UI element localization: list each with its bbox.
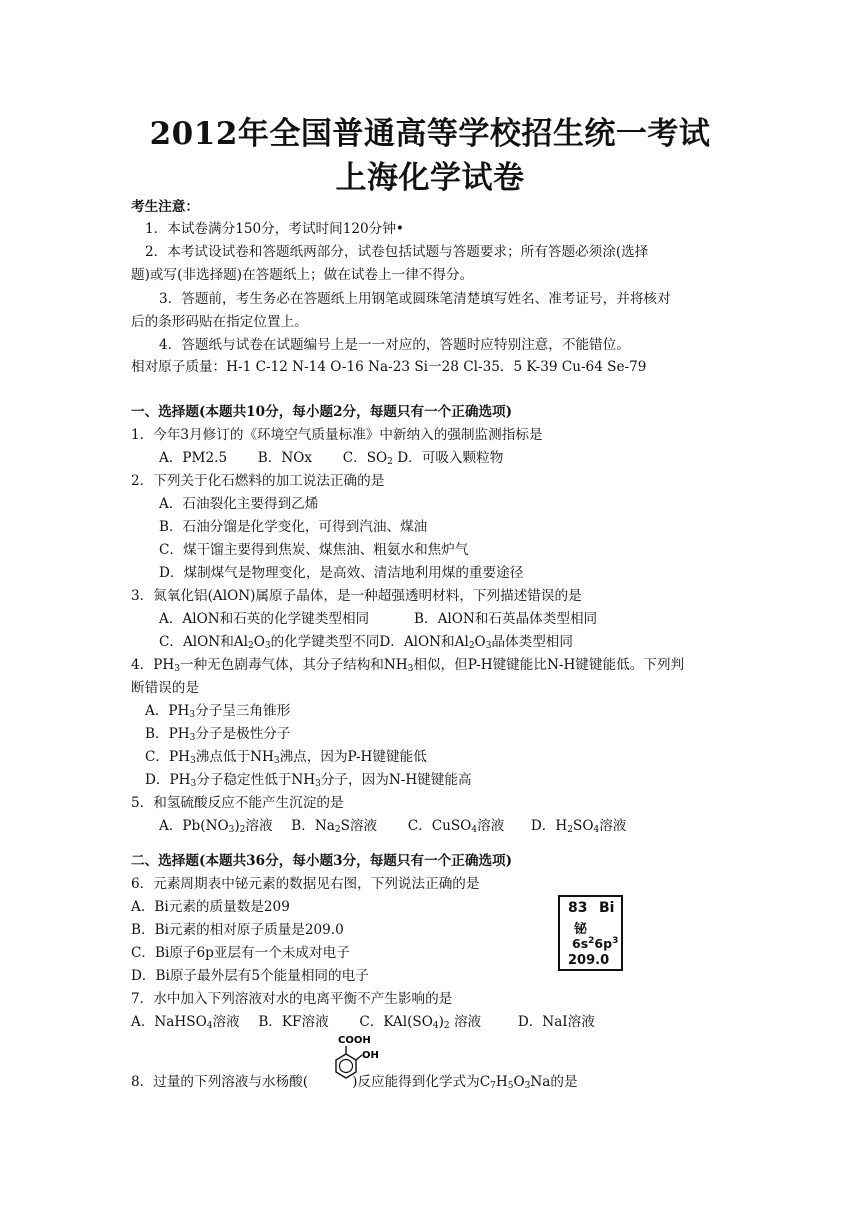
- q4-option-d: D．$PH_3$分子稳定性低于$NH_3$分子，因为N-H键键能高: [145, 772, 472, 789]
- notice-item-3-cont: 后的条形码贴在指定位置上。: [131, 314, 308, 330]
- q5-option-c: C．CuSO$_4$溶液: [407, 818, 505, 835]
- q7-options: [131, 1013, 595, 1031]
- q2-option-a: A．石油裂化主要得到乙烯: [159, 496, 319, 512]
- benzene-ring-inner: [340, 1060, 353, 1073]
- q4-option-c: C．$PH_3$沸点低于$NH_3$沸点，因为P-H键键能低: [145, 749, 427, 766]
- q1-options: [159, 449, 503, 467]
- q7-option-b: B．KF溶液: [258, 1014, 329, 1030]
- q1-option-d: D．可吸入颗粒物: [397, 450, 504, 466]
- notice-item-4: 4．答题纸与试卷在试题编号上是一一对应的，答题时应特别注意，不能错位。: [159, 337, 630, 353]
- q7-option-a: A．NaHSO$_4$溶液: [131, 1014, 240, 1031]
- element-electron-config: $6s^26p^3$: [572, 936, 619, 951]
- q1-option-a: A．PM2.5: [159, 450, 228, 466]
- notice-item-3: 3．答题前，考生务必在答题纸上用钢笔或圆珠笔清楚填写姓名、准考证号，并将核对: [159, 291, 671, 307]
- q3-option-c: C．AlON和$Al_2O_3$的化学键类型不同: [159, 634, 380, 651]
- molecule-cooh-label: COOH: [338, 1035, 371, 1046]
- notice-heading: 考生注意：: [131, 199, 199, 215]
- q6-stem: 6．元素周期表中铋元素的数据见右图，下列说法正确的是: [131, 876, 480, 892]
- q6-option-c: C．Bi原子6p亚层有一个未成对电子: [131, 945, 350, 961]
- q4-option-a: A．$PH_3$分子呈三角锥形: [145, 703, 291, 720]
- q6-option-a: A．Bi元素的质量数是209: [131, 899, 290, 915]
- q5-options: [159, 817, 626, 835]
- notice-item-2: 2．本考试设试卷和答题纸两部分，试卷包括试题与答题要求；所有答题必须涂(选择: [145, 244, 649, 260]
- notice-item-2-cont: 题)或写(非选择题)在答题纸上；做在试卷上一律不得分。: [131, 267, 474, 283]
- q5-option-b: B．$Na_2S$溶液: [291, 818, 378, 835]
- exam-title: 2012年全国普通高等学校招生统一考试: [149, 116, 711, 152]
- q5-option-a: A．$Pb(NO_3)_2$溶液: [159, 818, 273, 835]
- q5-stem: 5．和氢硫酸反应不能产生沉淀的是: [131, 795, 344, 811]
- q8-stem: 8．过量的下列溶液与水杨酸( )反应能得到化学式为$C_7H_5O_3Na$的是: [131, 1074, 578, 1091]
- q3-option-a: A．AlON和石英的化学键类型相同: [159, 611, 370, 627]
- exam-subtitle: 上海化学试卷: [335, 160, 525, 196]
- q6-option-d: D．Bi原子最外层有5个能量相同的电子: [131, 968, 369, 984]
- q4-stem-cont: 断错误的是: [131, 680, 199, 696]
- q3-option-b: B．AlON和石英晶体类型相同: [414, 611, 598, 627]
- element-name: 铋: [574, 922, 588, 937]
- section2-heading: 二、选择题(本题共36分，每小题3分，每题只有一个正确选项): [131, 853, 513, 869]
- q2-stem: 2．下列关于化石燃料的加工说法正确的是: [131, 473, 385, 489]
- atomic-masses: 相对原子质量：H-1 C-12 N-14 O-16 Na-23 Si一28 Cl-35．5 K-39 Cu-64 Se-79: [131, 359, 647, 375]
- element-atomic-mass: 209.0: [568, 953, 610, 968]
- section1-heading: 一、选择题(本题共10分，每小题2分，每题只有一个正确选项): [131, 404, 513, 420]
- q3-stem: 3．氮氧化铝(AlON)属原子晶体，是一种超强透明材料，下列描述错误的是: [131, 588, 582, 604]
- q7-option-d: D．NaI溶液: [517, 1014, 595, 1030]
- q5-option-d: D．$H_2SO_4$溶液: [530, 818, 627, 835]
- q1-option-b: B．NOx: [257, 450, 313, 466]
- q1-option-c: C．$SO_2$: [342, 450, 393, 467]
- q4-stem: 4．$PH_3$一种无色剧毒气体，其分子结构和$NH_3$相似，但P-H键键能比N-H键键能低。下列判: [131, 657, 685, 674]
- q2-option-d: D．煤制煤气是物理变化，是高效、清洁地利用煤的重要途径: [159, 565, 524, 581]
- q7-option-c: C．$KAl(SO_4)_2$ 溶液: [359, 1014, 482, 1031]
- molecule-oh-label: OH: [362, 1050, 379, 1061]
- q3-option-d: D．AlON和$Al_2O_3$晶体类型相同: [379, 634, 573, 651]
- q3-options-cd: [159, 633, 573, 651]
- q2-option-b: B．石油分馏是化学变化，可得到汽油、煤油: [159, 519, 428, 535]
- notice-item-1: 1．本试卷满分150分，考试时间120分钟•: [145, 221, 404, 237]
- q1-stem: 1．今年3月修订的《环境空气质量标准》中新纳入的强制监测指标是: [131, 427, 543, 443]
- q2-option-c: C．煤干馏主要得到焦炭、煤焦油、粗氨水和焦炉气: [159, 542, 469, 558]
- element-symbol: Bi: [599, 900, 615, 916]
- q4-option-b: B．$PH_3$分子是极性分子: [145, 726, 291, 743]
- q7-stem: 7．水中加入下列溶液对水的电离平衡不产生影响的是: [131, 991, 453, 1007]
- bismuth-element-card: [558, 895, 623, 971]
- q6-option-b: B．Bi元素的相对原子质量是209.0: [131, 922, 344, 938]
- element-number: 83: [568, 900, 588, 916]
